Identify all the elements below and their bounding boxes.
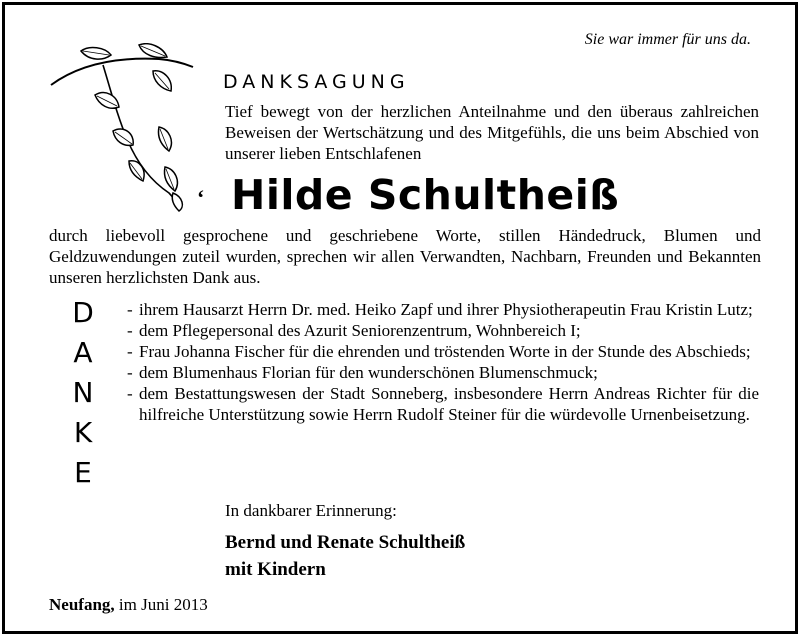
- deceased-name: Hilde Schultheiß: [231, 171, 620, 219]
- place-and-date: [49, 595, 208, 615]
- danke-letter: E: [74, 456, 92, 489]
- thanks-paragraph: durch liebevoll gesprochene und geschriebene Worte, stillen Händedruck, Blumen und Geldzuwendungen zuteil wurden, sprechen wir allen Verwandten, Nachbarn, Freunden und Bekannten unseren herzlichsten Dank aus.: [49, 226, 761, 287]
- list-item: - Frau Johanna Fischer für die ehrenden und tröstenden Worte in der Stunde des Abschieds;: [123, 341, 759, 362]
- danke-letter: K: [73, 416, 93, 449]
- list-item: - dem Pflegepersonal des Azurit Seniorenzentrum, Wohnbereich I;: [123, 320, 759, 341]
- danke-letter: N: [72, 376, 94, 409]
- obituary-thanks-notice: [2, 2, 798, 634]
- danke-letter: D: [72, 296, 94, 329]
- danke-vertical-word: [63, 293, 103, 493]
- place: Neufang,: [49, 595, 115, 614]
- heading: DANKSAGUNG: [223, 71, 410, 93]
- motto: Sie war immer für uns da.: [584, 31, 751, 48]
- signer-line: Bernd und Renate Schultheiß: [225, 532, 466, 553]
- closing-line: In dankbarer Erinnerung:: [225, 501, 397, 520]
- list-item: - ihrem Hausarzt Herrn Dr. med. Heiko Zapf und ihrer Physiotherapeutin Frau Kristin Lutz;: [123, 299, 759, 320]
- list-item: - dem Blumenhaus Florian für den wunderschönen Blumenschmuck;: [123, 362, 759, 383]
- birch-branch-icon: [41, 43, 201, 213]
- signer-line: mit Kindern: [225, 559, 326, 580]
- date: im Juni 2013: [118, 595, 208, 614]
- list-item: - dem Bestattungswesen der Stadt Sonneberg, insbesondere Herrn Andreas Richter für die hilfreiche Unterstützung sowie Herrn Rudolf Steiner für die würdevolle Urnenbeisetzung.: [123, 383, 759, 425]
- danke-letter: A: [73, 336, 93, 369]
- intro-paragraph: Tief bewegt von der herzlichen Anteilnahme und den überaus zahlreichen Beweisen der Wertschätzung und des Mitgefühls, die uns beim Abschied von unserer lieben Entschlafenen: [225, 102, 759, 163]
- signers: [225, 529, 465, 583]
- decorative-tick-mark: ‘: [197, 185, 205, 210]
- thanks-list: [123, 299, 759, 425]
